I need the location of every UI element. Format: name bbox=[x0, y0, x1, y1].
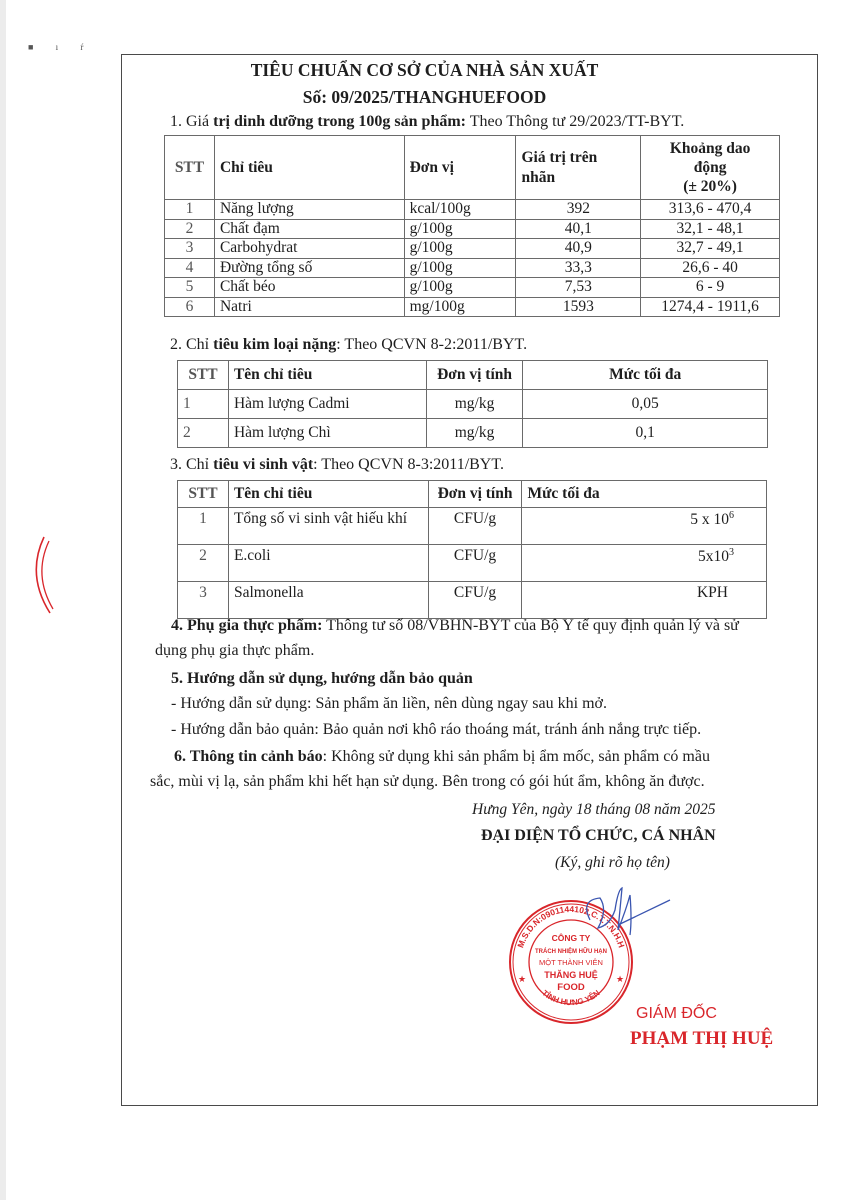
svg-text:★: ★ bbox=[616, 974, 625, 984]
place-date: Hưng Yên, ngày 18 tháng 08 năm 2025 bbox=[472, 801, 716, 818]
storage-instructions: - Hướng dẫn bảo quản: Bảo quản nơi khô ráo thoáng mát, tránh ánh nắng trực tiếp. bbox=[171, 721, 702, 738]
table-row: 2 Chất đạm g/100g 40,1 32,1 - 48,1 bbox=[165, 219, 780, 239]
svg-text:TRÁCH NHIỆM HỮU HẠN: TRÁCH NHIỆM HỮU HẠN bbox=[535, 949, 607, 955]
sign-note: (Ký, ghi rõ họ tên) bbox=[555, 854, 670, 871]
col-name: Chỉ tiêu bbox=[214, 136, 404, 200]
max-value: $5x10^3$ bbox=[522, 545, 767, 582]
table-row: 1 Hàm lượng Cadmi mg/kg 0,05 bbox=[178, 390, 768, 419]
signature-icon bbox=[560, 880, 680, 960]
table-row: 2 E.coli CFU/g $5x10^3$ bbox=[178, 545, 767, 582]
document-number: Số: 09/2025/THANGHUEFOOD bbox=[302, 87, 547, 107]
table-row: 2 Hàm lượng Chì mg/kg 0,1 bbox=[178, 419, 768, 448]
section-5-heading: 5. Hướng dẫn sử dụng, hướng dẫn bảo quản bbox=[171, 670, 473, 687]
heavy-metals-table bbox=[177, 360, 768, 448]
document-title: TIÊU CHUẨN CƠ SỞ CỦA NHÀ SẢN XUẤT bbox=[250, 60, 599, 80]
col-range: Khoảng dao động (± 20%) bbox=[641, 136, 780, 200]
microbiology-table-header: STT Tên chỉ tiêu Đơn vị tính Mức tối đa bbox=[178, 481, 767, 508]
nutrition-table bbox=[164, 135, 780, 317]
usage-instructions: - Hướng dẫn sử dụng: Sản phẩm ăn liền, nên dùng ngay sau khi mở. bbox=[171, 695, 607, 712]
table-row: 3 Salmonella CFU/g KPH bbox=[178, 582, 767, 619]
svg-text:CÔNG TY: CÔNG TY bbox=[551, 933, 591, 943]
svg-text:MỘT THÀNH VIÊN: MỘT THÀNH VIÊN bbox=[539, 958, 603, 967]
col-stt: STT bbox=[165, 136, 215, 200]
svg-text:M.S.D.N:0901144102.C.T.T.N.H.H: M.S.D.N:0901144102.C.T.T.N.H.H bbox=[515, 903, 627, 950]
svg-text:THĂNG HUỆ: THĂNG HUỆ bbox=[544, 970, 598, 980]
table-row: 5 Chất béo g/100g 7,53 6 - 9 bbox=[165, 278, 780, 298]
svg-text:TỈNH HƯNG YÊN: TỈNH HƯNG YÊN bbox=[540, 988, 602, 1008]
table-row: 3 Carbohydrat g/100g 40,9 32,7 - 49,1 bbox=[165, 239, 780, 259]
nutrition-table-header bbox=[165, 136, 780, 200]
max-value: 5 x $10^6$ bbox=[522, 508, 767, 545]
table-row: 1 Tổng số vi sinh vật hiếu khí CFU/g 5 x $10^6$ bbox=[178, 508, 767, 545]
table-row: 1 Năng lượng kcal/100g 392 313,6 - 470,4 bbox=[165, 200, 780, 220]
microbiology-table bbox=[177, 480, 767, 619]
section-4-text: 4. Phụ gia thực phẩm: Thông tư số 08/VBHN-BYT của Bộ Y tế quy định quản lý và sử dụng phụ gia thực phẩm. bbox=[155, 617, 739, 659]
representative-title: ĐẠI DIỆN TỔ CHỨC, CÁ NHÂN bbox=[481, 827, 716, 844]
section-1-heading: 1. Giá trị dinh dưỡng trong 100g sản phẩm: Theo Thông tư 29/2023/TT-BYT. bbox=[170, 113, 685, 130]
scan-specks: ■ ı ŕ bbox=[28, 42, 94, 52]
scan-edge bbox=[0, 0, 6, 1200]
signer-name: PHẠM THỊ HUỆ bbox=[630, 1028, 774, 1049]
svg-text:FOOD: FOOD bbox=[557, 982, 585, 993]
col-value: Giá trị trên nhãn bbox=[516, 136, 641, 200]
section-2-heading: 2. Chỉ tiêu kim loại nặng: Theo QCVN 8-2:2011/BYT. bbox=[170, 336, 528, 353]
section-3-heading: 3. Chỉ tiêu vi sinh vật: Theo QCVN 8-3:2011/BYT. bbox=[170, 456, 504, 473]
svg-text:★: ★ bbox=[518, 974, 527, 984]
max-value: KPH bbox=[522, 582, 767, 619]
table-row: 4 Đường tổng số g/100g 33,3 26,6 - 40 bbox=[165, 258, 780, 278]
stamp-fragment-icon bbox=[30, 535, 60, 615]
table-row: 6 Natri mg/100g 1593 1274,4 - 1911,6 bbox=[165, 297, 780, 317]
position-title: GIÁM ĐỐC bbox=[636, 1005, 717, 1022]
heavy-metals-table-header: STT Tên chỉ tiêu Đơn vị tính Mức tối đa bbox=[178, 361, 768, 390]
col-unit: Đơn vị bbox=[404, 136, 516, 200]
section-6-text: 6. Thông tin cảnh báo: Không sử dụng khi sản phẩm bị ẩm mốc, sản phẩm có mầu sắc, mùi vị lạ, sản phẩm khi hết hạn sử dụng. Bên trong có gói hút ẩm, không ăn được. bbox=[150, 748, 710, 790]
